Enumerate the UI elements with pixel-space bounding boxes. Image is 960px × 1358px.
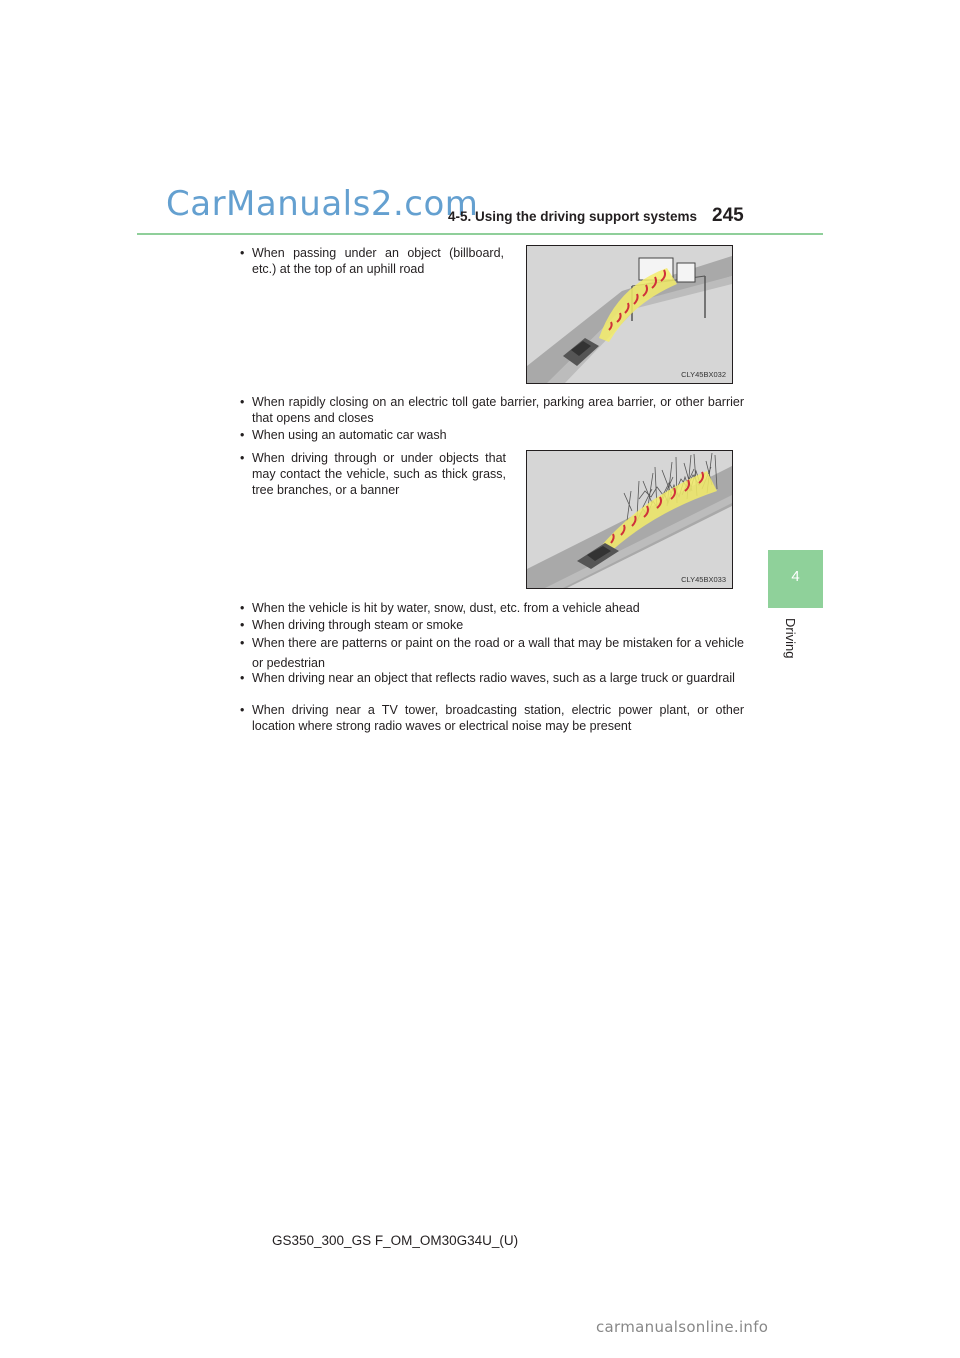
bullet-item	[240, 427, 744, 443]
section-title: 4-5. Using the driving support systems	[448, 209, 698, 224]
bullet-item	[240, 617, 744, 633]
bullet-item	[240, 702, 744, 734]
footer-model-code: GS350_300_GS F_OM_OM30G34U_(U)	[272, 1233, 519, 1248]
bullet-text: When rapidly closing on an electric toll gate barrier, parking area barrier, or other barrier that opens and closes	[252, 395, 744, 425]
bullet-item	[240, 633, 744, 673]
bullet-item	[240, 600, 744, 616]
bullet-text: When passing under an object (billboard, etc.) at the top of an uphill road	[252, 246, 504, 276]
header-watermark[interactable]: CarManuals2.com	[166, 184, 479, 224]
bullet-dot: •	[240, 601, 245, 615]
bullet-dot: •	[240, 618, 245, 632]
bullet-dot: •	[240, 395, 245, 409]
figure-code: CLY45BX032	[681, 370, 726, 379]
bullet-dot: •	[240, 246, 245, 260]
illustration-uphill-billboard	[527, 246, 732, 383]
bullet-text: When driving near an object that reflects radio waves, such as a large truck or guardrail	[252, 671, 735, 685]
bullet-dot: •	[240, 428, 245, 442]
header-rule	[137, 233, 823, 235]
bullet-text: When driving through or under objects that may contact the vehicle, such as thick grass, tree branches, or a banner	[252, 451, 506, 497]
bullet-dot: •	[240, 671, 245, 685]
bullet-text: When the vehicle is hit by water, snow, dust, etc. from a vehicle ahead	[252, 601, 640, 615]
bullet-dot: •	[240, 703, 245, 717]
bullet-item	[240, 670, 744, 686]
bullet-text: When there are patterns or paint on the road or a wall that may be mistaken for a vehicle or pedestrian	[252, 636, 744, 670]
chapter-tab	[768, 550, 823, 608]
figure-uphill-billboard	[526, 245, 733, 384]
chapter-number: 4	[791, 568, 800, 585]
figure-thick-grass	[526, 450, 733, 589]
bullet-item	[240, 245, 504, 277]
bullet-dot: •	[240, 451, 245, 465]
figure-code: CLY45BX033	[681, 575, 726, 584]
bullet-dot: •	[240, 636, 245, 650]
footer-watermark[interactable]: carmanualsonline.info	[596, 1318, 769, 1336]
bullet-text: When using an automatic car wash	[252, 428, 447, 442]
page-number: 245	[712, 205, 744, 226]
bullet-text: When driving through steam or smoke	[252, 618, 464, 632]
bullet-item	[240, 394, 744, 426]
bullet-item	[240, 450, 506, 498]
bullet-text: When driving near a TV tower, broadcasting station, electric power plant, or other location where strong radio waves or electrical noise may be present	[252, 703, 744, 733]
chapter-label: Driving	[783, 618, 798, 659]
illustration-thick-grass	[527, 451, 732, 588]
